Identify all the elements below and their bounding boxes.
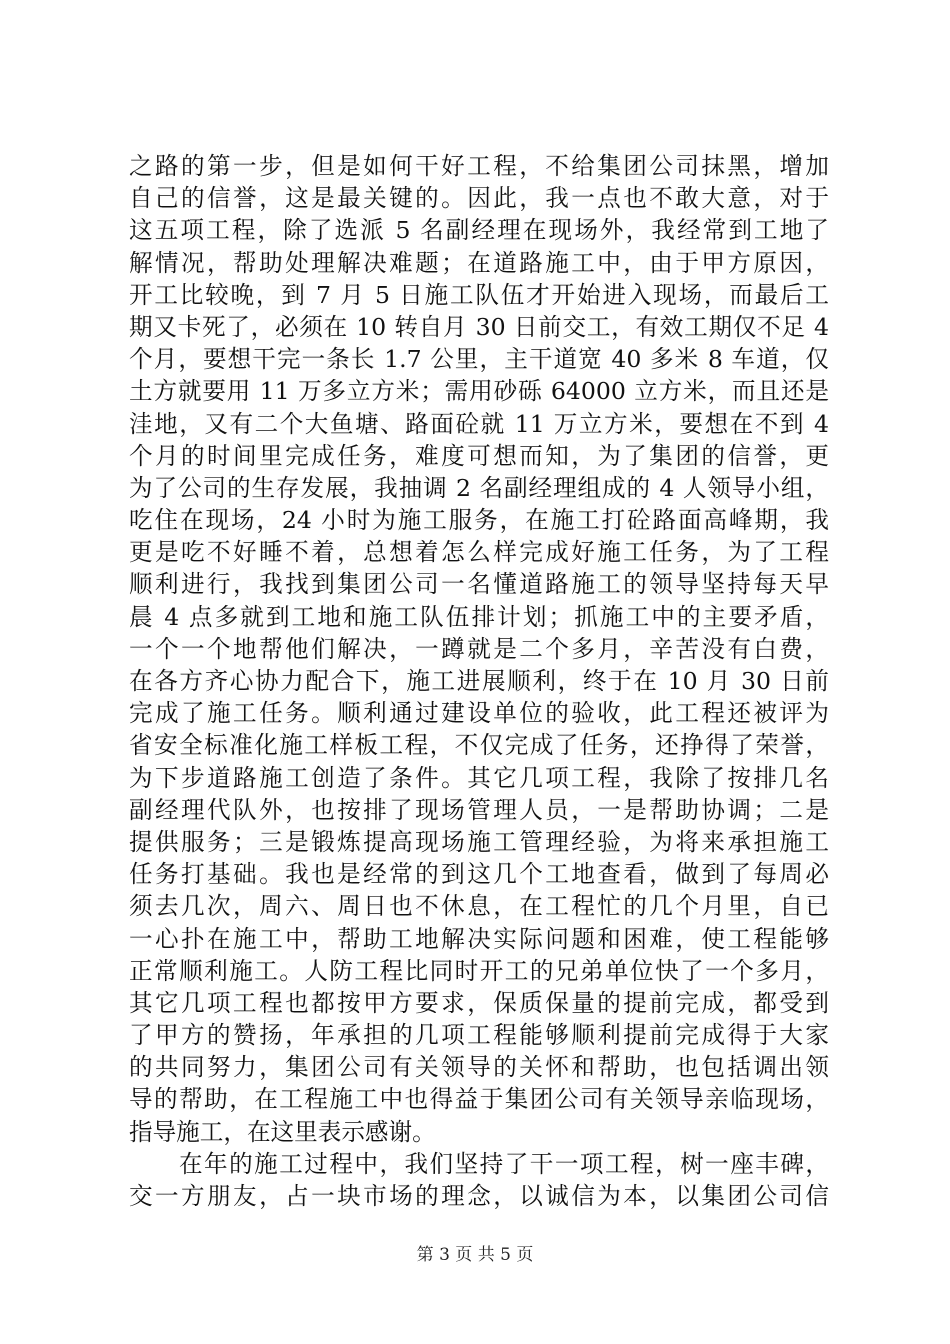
text-line: 土方就要用 11 万多立方米；需用砂砾 64000 立方米，而且还是 — [129, 377, 829, 406]
text-line: 一心扑在施工中，帮助工地解决实际问题和困难，使工程能够 — [129, 924, 829, 953]
text-line: 之路的第一步，但是如何干好工程，不给集团公司抹黑，增加 — [129, 152, 829, 180]
text-line: 完成了施工任务。顺利通过建设单位的验收，此工程还被评为 — [129, 699, 829, 728]
text-line: 了甲方的赞扬，年承担的几项工程能够顺利提前完成得于大家 — [129, 1021, 829, 1050]
text-line: 提供服务；三是锻炼提高现场施工管理经验，为将来承担施工 — [129, 827, 829, 856]
text-line: 导的帮助，在工程施工中也得益于集团公司有关领导亲临现场， — [129, 1085, 829, 1114]
text-line: 省安全标准化施工样板工程，不仅完成了任务，还挣得了荣誉， — [129, 731, 829, 760]
text-line: 交一方朋友，占一块市场的理念，以诚信为本，以集团公司信 — [129, 1182, 829, 1210]
text-line-paragraph-start: 在年的施工过程中，我们坚持了干一项工程，树一座丰碑， — [179, 1149, 829, 1178]
text-line: 正常顺利施工。人防工程比同时开工的兄弟单位快了一个多月， — [129, 956, 829, 985]
text-line: 为下步道路施工创造了条件。其它几项工程，我除了按排几名 — [129, 763, 829, 792]
text-line: 期又卡死了，必须在 10 转自月 30 日前交工，有效工期仅不足 4 — [129, 312, 829, 341]
text-line: 解情况，帮助处理解决难题；在道路施工中，由于甲方原因， — [129, 248, 829, 277]
body-text — [129, 150, 829, 1212]
text-line: 任务打基础。我也是经常的到这几个工地查看，做到了每周必 — [129, 860, 829, 889]
text-line: 个月的时间里完成任务，难度可想而知，为了集团的信誉，更 — [129, 441, 829, 470]
text-line: 这五项工程，除了选派 5 名副经理在现场外，我经常到工地了 — [129, 216, 829, 245]
text-line: 吃住在现场，24 小时为施工服务，在施工打砼路面高峰期，我 — [129, 506, 829, 535]
text-line: 个月，要想干完一条长 1.7 公里，主干道宽 40 多米 8 车道，仅 — [129, 345, 829, 374]
text-line-paragraph-end: 指导施工，在这里表示感谢。 — [129, 1117, 436, 1146]
text-line: 自己的信誉，这是最关键的。因此，我一点也不敢大意，对于 — [129, 184, 829, 213]
text-line: 其它几项工程也都按甲方要求，保质保量的提前完成，都受到 — [129, 988, 829, 1017]
page-number-footer: 第 3 页 共 5 页 — [416, 1245, 534, 1265]
text-line: 在各方齐心协力配合下，施工进展顺利，终于在 10 月 30 日前 — [129, 667, 829, 695]
text-line: 的共同努力，集团公司有关领导的关怀和帮助，也包括调出领 — [129, 1053, 829, 1082]
text-line: 洼地，又有二个大鱼塘、路面砼就 11 万立方米，要想在不到 4 — [129, 409, 829, 438]
text-line: 晨 4 点多就到工地和施工队伍排计划；抓施工中的主要矛盾， — [129, 602, 829, 631]
text-line: 更是吃不好睡不着，总想着怎么样完成好施工任务，为了工程 — [129, 538, 829, 567]
text-line: 顺利进行，我找到集团公司一名懂道路施工的领导坚持每天早 — [129, 570, 829, 599]
text-line: 副经理代队外，也按排了现场管理人员，一是帮助协调；二是 — [129, 795, 829, 824]
text-line: 须去几次，周六、周日也不休息，在工程忙的几个月里，自已 — [129, 892, 829, 921]
text-line: 一个一个地帮他们解决，一蹲就是二个多月，辛苦没有白费， — [129, 634, 829, 663]
text-line: 开工比较晚，到 7 月 5 日施工队伍才开始进入现场，而最后工 — [129, 280, 829, 309]
text-line: 为了公司的生存发展，我抽调 2 名副经理组成的 4 人领导小组， — [129, 473, 829, 502]
